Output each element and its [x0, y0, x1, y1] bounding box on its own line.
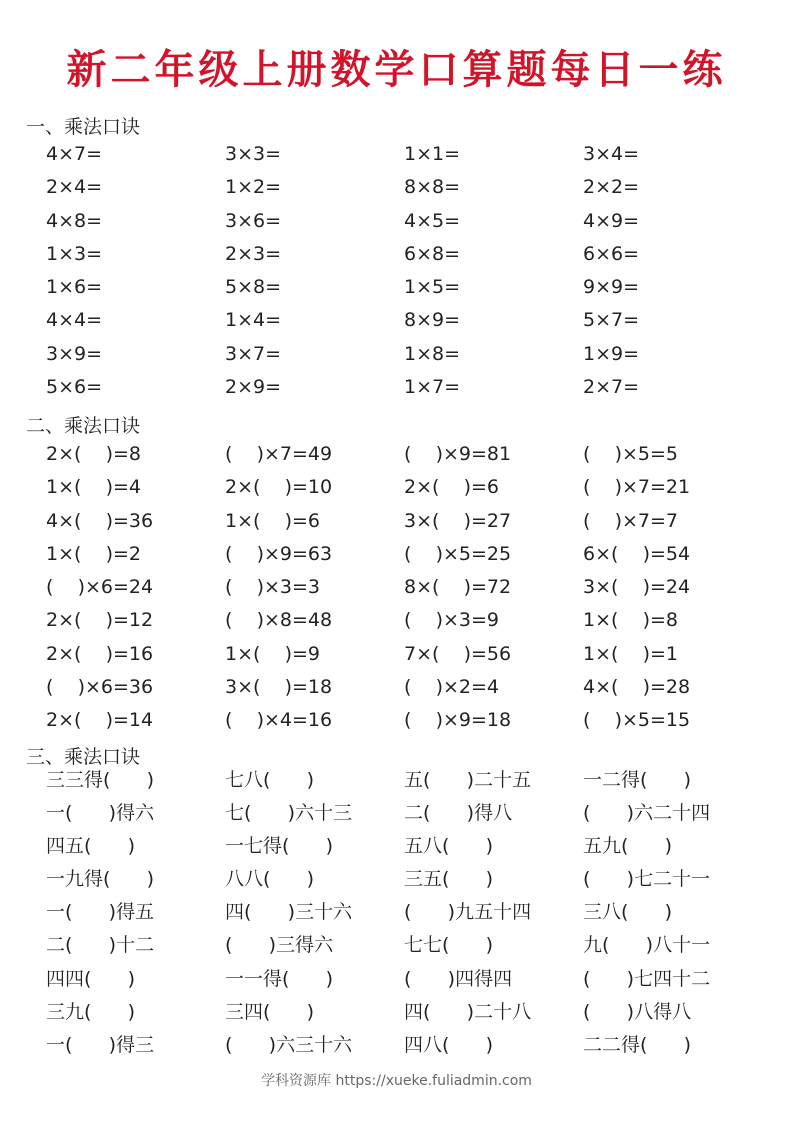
problem-item: 二( )十二	[46, 934, 155, 957]
problem-item: ( )×9=63	[225, 542, 333, 565]
problem-item: 四八( )	[404, 1033, 494, 1056]
problem-item: 一九得( )	[46, 868, 155, 891]
problem-item: 五( )二十五	[404, 769, 532, 791]
problem-item: 1×( )=1	[583, 642, 678, 665]
problem-item: 8×9=	[404, 309, 461, 332]
problem-item: ( )×9=81	[404, 443, 512, 465]
section-1-heading: 一、乘法口诀	[26, 116, 141, 138]
problem-item: 1×9=	[583, 342, 640, 365]
problem-item: 1×1=	[404, 143, 461, 165]
problem-item: 三八( )	[583, 901, 673, 924]
problem-item: 1×3=	[46, 242, 103, 265]
problem-item: 6×( )=54	[583, 542, 691, 565]
problem-item: 1×( )=4	[46, 476, 141, 499]
problem-item: 四( )三十六	[225, 901, 353, 924]
problem-item: 2×( )=12	[46, 609, 154, 632]
problem-item: 2×( )=10	[225, 476, 333, 499]
problem-item: 1×( )=8	[583, 609, 678, 632]
problem-item: 五八( )	[404, 835, 494, 858]
problem-item: ( )×4=16	[225, 709, 333, 732]
problem-item: 三三得( )	[46, 769, 155, 791]
section-3-heading: 三、乘法口诀	[26, 746, 141, 768]
problem-item: 3×( )=27	[404, 509, 512, 532]
problem-item: 2×9=	[225, 376, 282, 399]
problem-item: 一( )得六	[46, 802, 155, 825]
problem-item: ( )×3=9	[404, 609, 499, 632]
problem-item: 二( )得八	[404, 802, 513, 825]
problem-item: ( )×5=25	[404, 542, 512, 565]
problem-item: 1×( )=2	[46, 542, 141, 565]
problem-item: 4×7=	[46, 143, 103, 165]
problem-item: 四( )二十八	[404, 1000, 532, 1023]
problem-item: ( )×9=18	[404, 709, 512, 732]
problem-item: ( )六二十四	[583, 802, 711, 825]
problem-item: ( )×3=3	[225, 576, 320, 599]
problem-item: 2×( )=14	[46, 709, 154, 732]
problem-item: 2×( )=8	[46, 443, 141, 465]
problem-item: 4×4=	[46, 309, 103, 332]
problem-item: 4×9=	[583, 209, 640, 232]
problem-item: 1×7=	[404, 376, 461, 399]
problem-item: ( )七四十二	[583, 967, 711, 990]
problem-item: 4×8=	[46, 209, 103, 232]
footer-watermark: 学科资源库 https://xueke.fuliadmin.com	[261, 1073, 532, 1089]
problem-item: 2×4=	[46, 176, 103, 199]
problem-item: ( )×5=5	[583, 443, 678, 465]
problem-item: 6×6=	[583, 242, 640, 265]
problem-item: ( )×8=48	[225, 609, 333, 632]
problem-item: ( )九五十四	[404, 901, 532, 924]
problem-item: ( )×7=49	[225, 443, 333, 465]
problem-item: 一( )得三	[46, 1033, 155, 1056]
problem-item: ( )×6=36	[46, 676, 154, 699]
problem-item: 5×7=	[583, 309, 640, 332]
problem-item: ( )三得六	[225, 934, 334, 957]
problem-item: 九( )八十一	[583, 934, 711, 957]
section-2-heading: 二、乘法口诀	[26, 415, 141, 437]
problem-item: 三四( )	[225, 1000, 315, 1023]
problem-item: ( )×7=7	[583, 509, 678, 532]
problem-item: 3×( )=18	[225, 676, 333, 699]
problem-item: 三九( )	[46, 1000, 136, 1023]
problem-item: 四四( )	[46, 967, 136, 990]
problem-item: 3×( )=24	[583, 576, 691, 599]
problem-item: 7×( )=56	[404, 642, 512, 665]
section-2-grid	[46, 438, 766, 738]
worksheet-title: 新二年级上册数学口算题每日一练	[66, 46, 727, 93]
problem-item: 1×8=	[404, 342, 461, 365]
problem-item: 七( )六十三	[225, 802, 353, 825]
problem-item: 2×( )=16	[46, 642, 154, 665]
problem-item: 5×8=	[225, 276, 282, 299]
problem-item: 2×7=	[583, 376, 640, 399]
problem-item: 二二得( )	[583, 1033, 692, 1056]
problem-item: 一( )得五	[46, 901, 155, 924]
problem-item: 1×2=	[225, 176, 282, 199]
problem-item: 一二得( )	[583, 769, 692, 791]
problem-item: 3×7=	[225, 342, 282, 365]
problem-item: 4×5=	[404, 209, 461, 232]
problem-item: ( )六三十六	[225, 1033, 353, 1056]
problem-item: ( )八得八	[583, 1000, 692, 1023]
problem-item: ( )七二十一	[583, 868, 711, 891]
problem-item: 4×( )=36	[46, 509, 154, 532]
problem-item: 八八( )	[225, 868, 315, 891]
problem-item: 8×( )=72	[404, 576, 512, 599]
problem-item: 三五( )	[404, 868, 494, 891]
problem-item: 8×8=	[404, 176, 461, 199]
problem-item: 5×6=	[46, 376, 103, 399]
problem-item: 五九( )	[583, 835, 673, 858]
problem-item: ( )×6=24	[46, 576, 154, 599]
problem-item: 七八( )	[225, 769, 315, 791]
problem-item: 9×9=	[583, 276, 640, 299]
problem-item: 3×9=	[46, 342, 103, 365]
problem-item: 3×4=	[583, 143, 640, 165]
problem-item: 4×( )=28	[583, 676, 691, 699]
problem-item: 2×( )=6	[404, 476, 499, 499]
problem-item: ( )×7=21	[583, 476, 691, 499]
problem-item: 3×6=	[225, 209, 282, 232]
problem-item: 1×( )=6	[225, 509, 320, 532]
problem-item: 四五( )	[46, 835, 136, 858]
problem-item: 七七( )	[404, 934, 494, 957]
problem-item: 1×5=	[404, 276, 461, 299]
problem-item: 1×( )=9	[225, 642, 320, 665]
problem-item: 2×2=	[583, 176, 640, 199]
problem-item: 2×3=	[225, 242, 282, 265]
section-1-grid	[46, 138, 766, 404]
problem-item: ( )×5=15	[583, 709, 691, 732]
problem-item: 一一得( )	[225, 967, 334, 990]
problem-item: 3×3=	[225, 143, 282, 165]
problem-item: 一七得( )	[225, 835, 334, 858]
problem-item: 1×6=	[46, 276, 103, 299]
problem-item: ( )×2=4	[404, 676, 499, 699]
section-3-grid	[46, 764, 766, 1062]
problem-item: ( )四得四	[404, 967, 513, 990]
problem-item: 1×4=	[225, 309, 282, 332]
problem-item: 6×8=	[404, 242, 461, 265]
